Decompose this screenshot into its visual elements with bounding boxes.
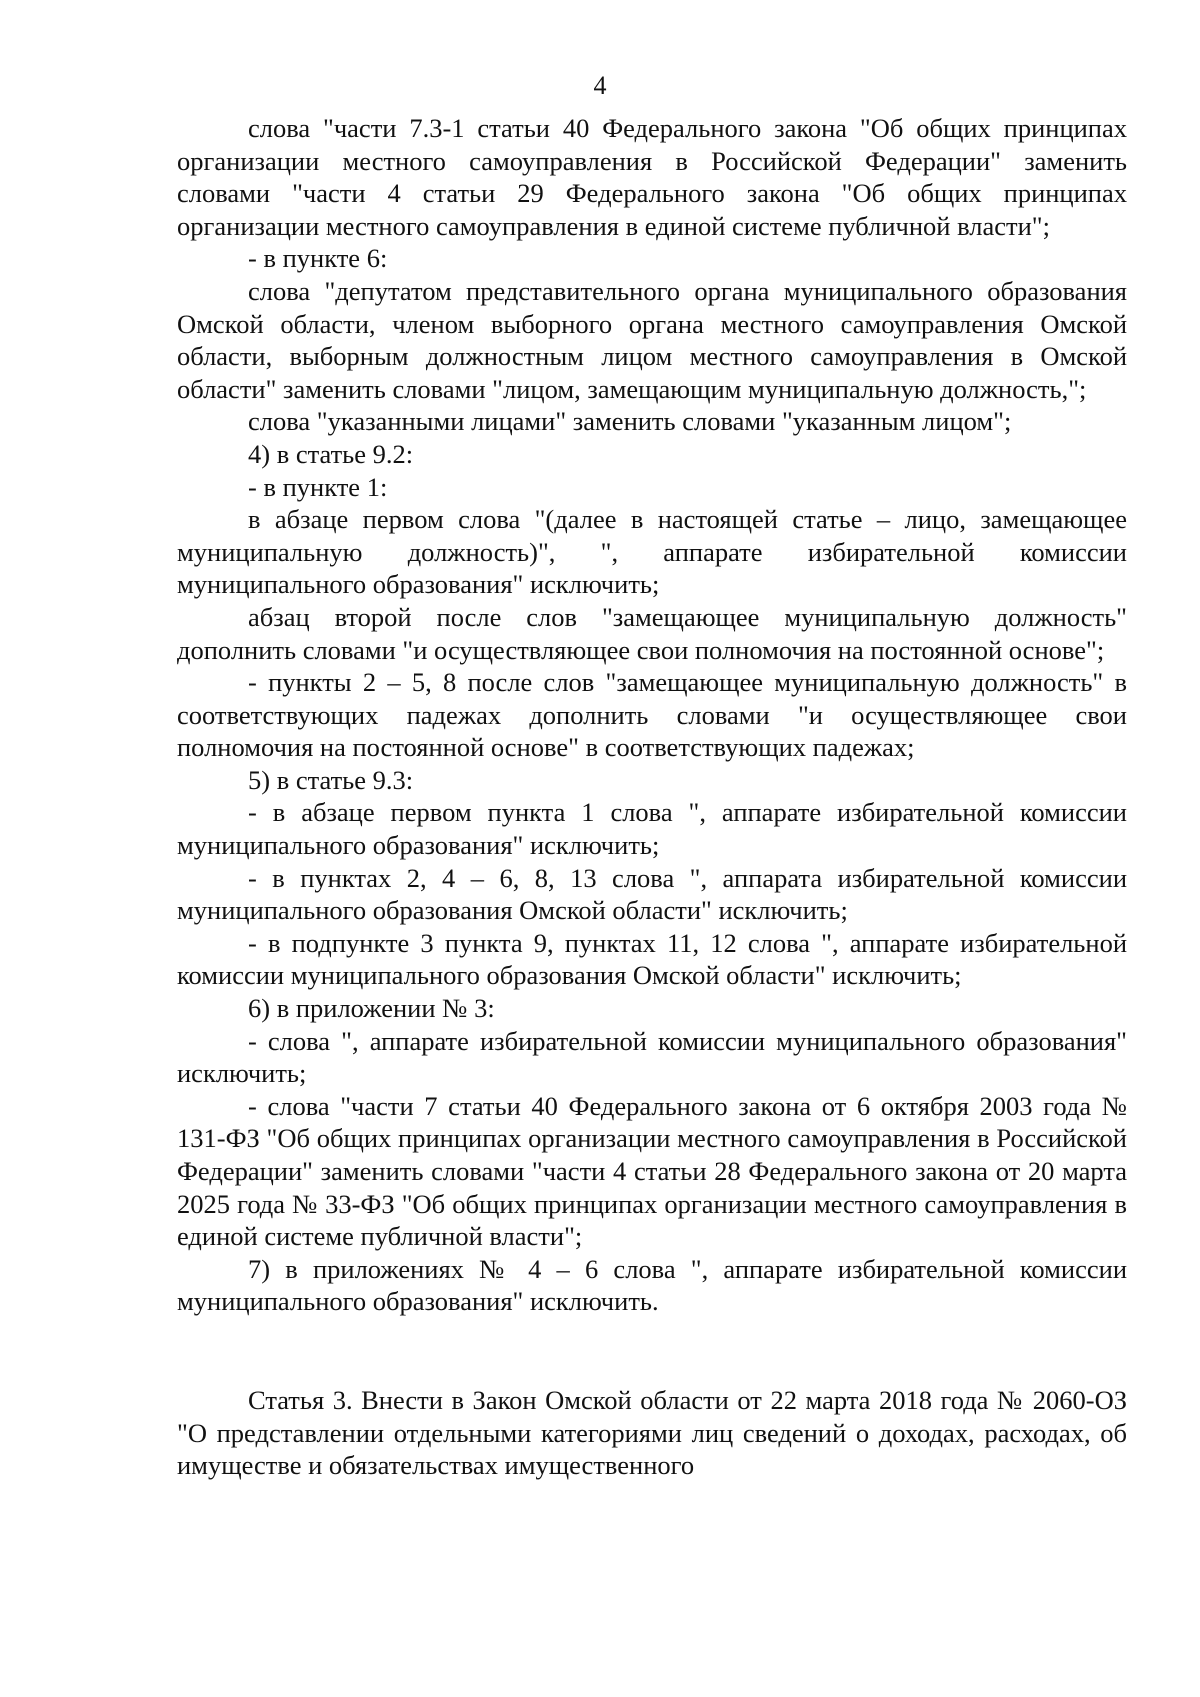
paragraph: слова "указанными лицами" заменить словами "указанным лицом"; (248, 406, 1012, 437)
article-3-paragraph: Статья 3. Внести в Закон Омской области от 22 марта 2018 года № 2060-ОЗ "О представлении отдельными категориями лиц сведений о доходах, расходах, об имуществе и обязательствах имущественного (177, 1384, 1127, 1481)
paragraph: в абзаце первом слова "(далее в настоящей статье – лицо, замещающее муниципальную должность)", ", аппарате избирательной комиссии муниципального образования" исключить; (177, 504, 1127, 600)
paragraph: абзац второй после слов "замещающее муниципальную должность" дополнить словами "и осуществляющее свои полномочия на постоянной основе"; (177, 601, 1127, 665)
page-number: 4 (593, 71, 607, 100)
paragraph: - в пункте 1: (248, 471, 388, 502)
paragraph: - пункты 2 – 5, 8 после слов "замещающее муниципальную должность" в соответствующих падежах дополнить словами "и осуществляющее свои полномочия на постоянной основе" в соответствующих падежах; (177, 667, 1127, 763)
document-body (177, 112, 1127, 1482)
paragraph: 6) в приложении № 3: (248, 993, 495, 1024)
paragraph: слова "части 7.3-1 статьи 40 Федерального закона "Об общих принципах организации местного самоуправления в Российской Федерации" заменить словами "части 4 статьи 29 Федерального закона "Об общих принципах организации местного самоуправления в единой системе публичной власти"; (177, 113, 1127, 241)
paragraph: - слова "части 7 статьи 40 Федерального закона от 6 октября 2003 года № 131-ФЗ "Об общих принципах организации местного самоуправления в Российской Федерации" заменить словами "части 4 статьи 28 Федерального закона от 20 марта 2025 года № 33-ФЗ "Об общих принципах организации местного самоуправления в единой системе публичной власти"; (177, 1090, 1127, 1252)
paragraph: 7) в приложениях № 4 – 6 слова ", аппарате избирательной комиссии муниципального образования" исключить. (177, 1253, 1127, 1317)
paragraph: - в пунктах 2, 4 – 6, 8, 13 слова ", аппарата избирательной комиссии муниципального образования Омской области" исключить; (177, 862, 1127, 926)
paragraph: 4) в статье 9.2: (248, 438, 414, 469)
paragraph: 5) в статье 9.3: (248, 764, 414, 795)
paragraph: - в абзаце первом пункта 1 слова ", аппарате избирательной комиссии муниципального образования" исключить; (177, 797, 1127, 861)
paragraph: - в подпункте 3 пункта 9, пунктах 11, 12 слова ", аппарате избирательной комиссии муниципального образования Омской области" исключить; (177, 927, 1127, 991)
paragraph: - в пункте 6: (248, 243, 388, 274)
paragraph: - слова ", аппарате избирательной комиссии муниципального образования" исключить; (177, 1025, 1127, 1089)
paragraph: слова "депутатом представительного органа муниципального образования Омской области, членом выборного органа местного самоуправления Омской области, выборным должностным лицом местного самоуправления в Омской области" заменить словами "лицом, замещающим муниципальную должность,"; (177, 275, 1127, 404)
